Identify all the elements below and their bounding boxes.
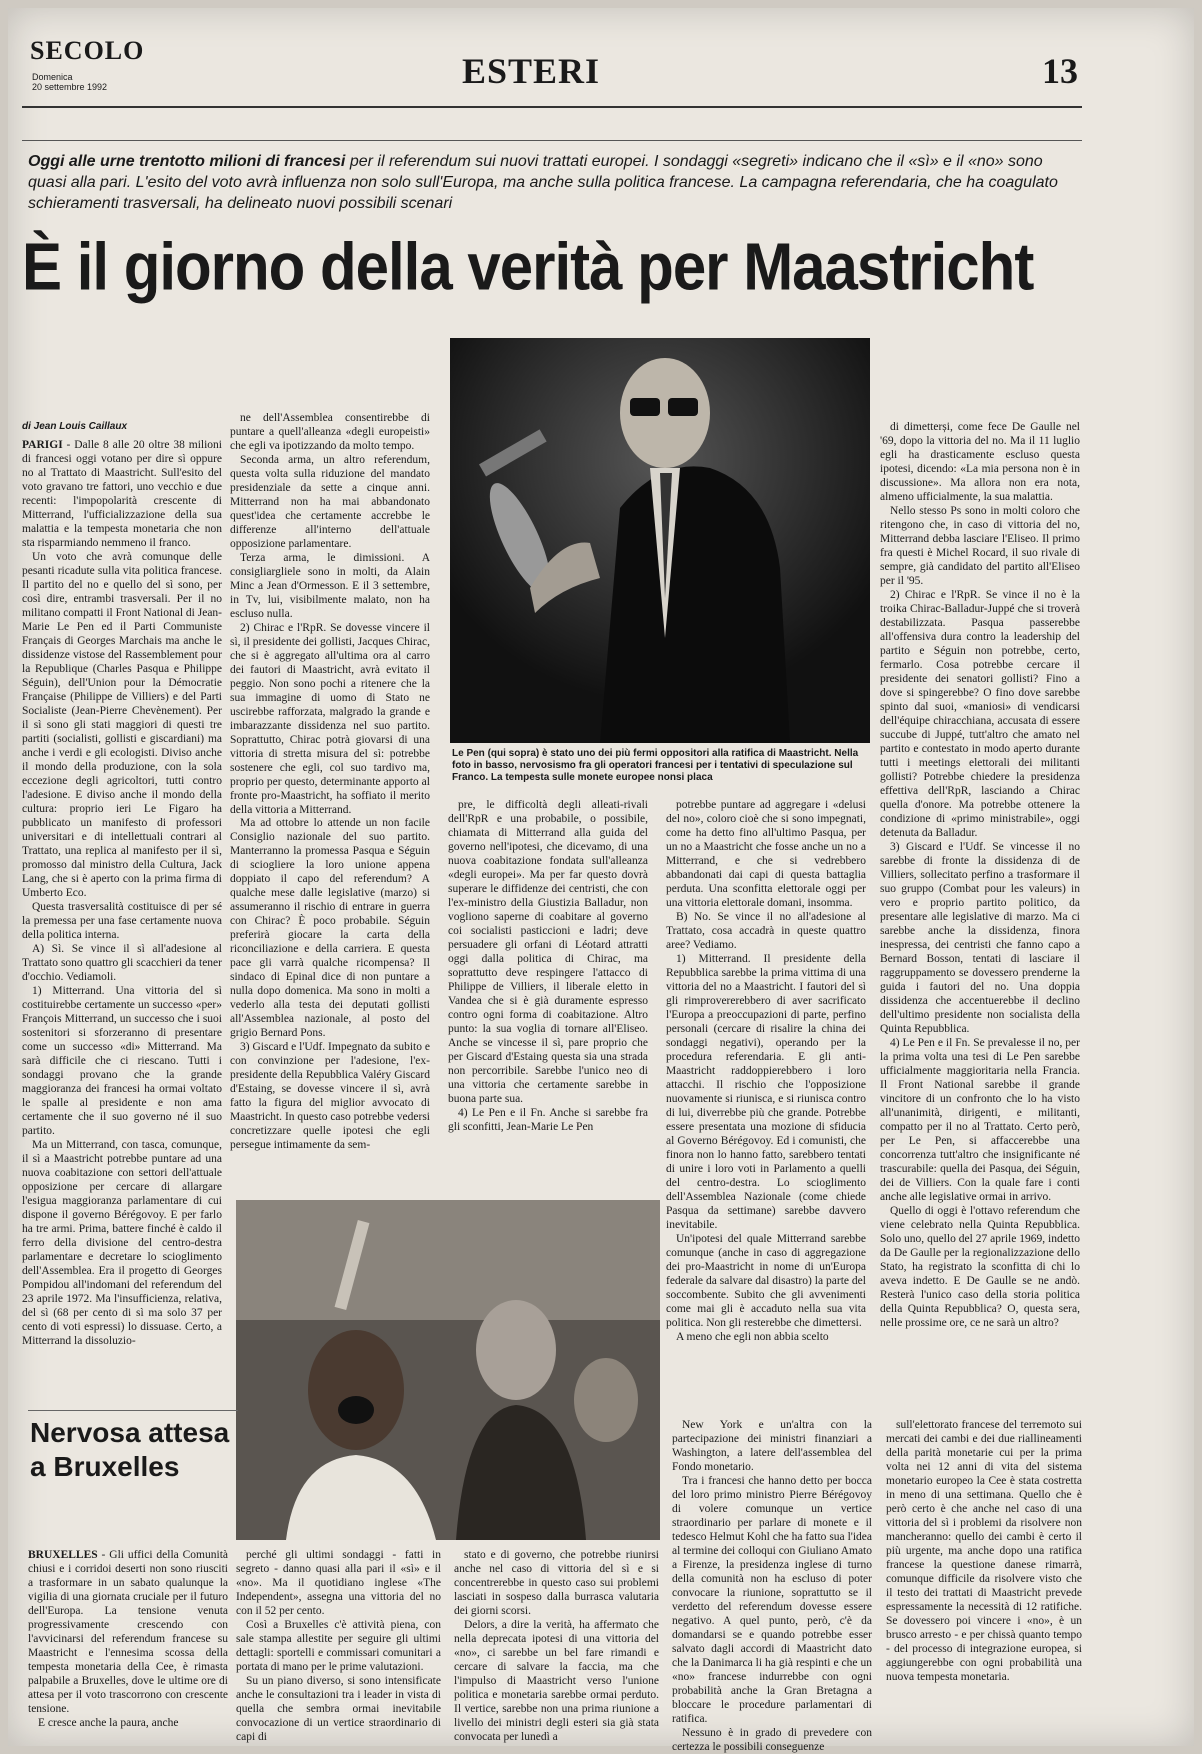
- paragraph-text: Questa trasversalità costituisce di per sé la premessa per una fase certamente nuova della politica interna.: [22, 901, 222, 941]
- le-pen-photo-image: [450, 338, 870, 743]
- article-column-4: [666, 798, 866, 1418]
- paragraph: 4) Le Pen e il Fn. Se prevalesse il no, per la prima volta una tesi di Le Pen sarebbe ufficialmente maggioritaria nella Francia. Il Front National sarebbe il grande vincitore di un confronto che lo ha visto all'unanimità, dirigenti, e militanti, compatto per il no al Trattato. Certo però, per Le Pen, si affaccerebbe una concorrenza tutt'altro che insignificante né trascurabile: quella dei Pasqua, dei Séguin, dei de Villiers. Con la quale fare i conti anche alle legislative ormai in arrivo.: [880, 1037, 1080, 1203]
- paragraph: 1) Mitterrand. Il presidente della Repubblica sarebbe la prima vittima di una vittoria del no a Maastricht. I fautori del sì gli rimprovererebbero di aver sacrificato l'Europa a preoccupazioni di parte, perfino personali (cercare di risalire la china dei sondaggi negativi), operando per la procedura referendaria. E gli anti-Maastricht raddoppierebbero i loro attacchi. Il rischio che l'opposizione nuovamente si riunisca, e si riunisca contro di lui, diverrebbe più che grande. Potrebbe essere presentata una mozione di sfiducia al Governo Bérégovoy. Ed i comunisti, che finora non lo hanno fatto, sarebbero tentati di unire i loro voti in Parlamento a quelli del centro-destra. Lo scioglimento dell'Assemblea Nazionale (come chiede Pasqua da settimane) sarebbe davvero inevitabile.: [666, 953, 866, 1231]
- page-number: 13: [1042, 51, 1078, 91]
- paragraph: di dimetterși, come fece De Gaulle nel '69, dopo la vittoria del no. Ma il 11 luglio egli ha drasticamente escluso questa ipotesi, dicendo: «La mia persona non è in discussione». Ma allora non era nota, almeno ufficialmente, la sua malattia.: [880, 421, 1080, 503]
- masthead: [22, 36, 1082, 108]
- paragraph: sull'elettorato francese del terremoto sui mercati dei cambi e dei due riallineamenti della parità monetarie cui per la prima volta nei 12 anni di vita del sistema monetario europeo la Cee è stata costretta in meno di una settimana. Quello che è però certo è che anche nel caso di una vittoria del sì i problemi da risolvere non mancheranno: quello dei cambi è certo il più urgente, ma anche dopo una ratifica francese la questione danese rimarrà, comunque difficile da risolvere visto che il testo dei trattati di Maastricht prevede espressamente la necessità di 12 ratifiche. Se dovessero poi vincere i «no», è un brusco arresto - e per chissà quanto tempo - del processo di integrazione europea, si aggiungerebbe con ogni probabilità una nuova tempesta monetaria.: [886, 1419, 1082, 1683]
- paragraph: 3) Giscard e l'Udf. Se vincesse il no sarebbe di fronte la dissidenza di de Villiers, sollecitato perfino a trasformare il suo gruppo (Combat pour les valeurs) in vero e proprio partito politico, da presentare alle legislative di marzo. Ma ci sarebbe anche la dissidenza, finora inespressa, dei centristi che fanno capo a Bernard Bosson, tentati di lasciare il raggruppamento se dovessero prenderne la guida i fautori del no. Una doppia dissidenza che accentuerebbe il declino dell'ultimo presidente non socialista della Quinta Repubblica.: [880, 841, 1080, 1035]
- section-title: ESTERI: [462, 51, 601, 91]
- issue-full-date: 20 settembre 1992: [32, 82, 108, 92]
- paragraph: [28, 1716, 228, 1730]
- article-column-1: [22, 420, 222, 1420]
- column-2-body: [230, 411, 430, 817]
- paragraph: Seconda arma, un altro referendum, questa volta sulla riduzione del mandato presidenziale da sette a cinque anni. Mitterrand non ha mai abbandonato quest'idea che certamente accrebbe le differenze all'interno dell'attuale opposizione parlamentare.: [230, 454, 430, 550]
- column-2-lower-body: [230, 816, 430, 1152]
- newspaper-brand: SECOLO: [30, 36, 145, 65]
- photo-caption: Le Pen (qui sopra) è stato uno dei più fermi oppositori alla ratifica di Maastricht. Nella foto in basso, nervosismo fra gli operatori francesi per i tentativi di speculazione sul Franco. La tempesta sulle monete europee nonsi placa: [452, 748, 859, 783]
- newspaper-page: [8, 8, 1194, 1753]
- sidebar-column-2: [236, 1548, 441, 1743]
- paragraph: [22, 438, 222, 550]
- paragraph: [22, 900, 222, 942]
- sidebar-column-5-body: [886, 1418, 1082, 1684]
- paragraph: Nello stesso Ps sono in molti coloro che ritengono che, in caso di vittoria del no, Mitterrand debba lasciare l'Eliseo. Il primo fra questi è Michel Rocard, il suo rivale di sempre, già candidato del partito all'Eliseo per il '95.: [880, 505, 1080, 587]
- traders-photo-image: [236, 1200, 660, 1540]
- paragraph-text: Un voto che avrà comunque delle pesanti ricadute sulla vita politica francese. Il partito del no e quello del sì sono, per così dire, entrambi trasversali. Per il no militano compatti il Front National di Jean-Marie Le Pen ed il Parti Communiste Français di Georges Marchais ma anche le dissidenze vistose del Rassemblement pour la Republique (Charles Pasqua e Philippe Séguin), dell'Union pour la Démocratie Française (Philippe de Villiers) e del Parti Socialiste (Jean-Pierre Chevènement). Per il sì sono gli stati maggiori di questi tre partiti (socialisti, gollisti e giscardiani) ma anche i verdi e gli ecologisti. Diviso anche il mondo della produzione, con la sola eccezione degli agricoltori, tutti contro l'adesione. E diviso anche il mondo della cultura: proprio ieri Le Figaro ha pubblicato un manifesto di professori universitari e di intellettuali contrari al Trattato, una replica al manifesto per il sì, promosso dal ministro della Cultura, Jack Lang, che si è aperto con la prima firma di Umberto Eco.: [22, 551, 222, 899]
- article-column-3: [448, 798, 648, 1238]
- paragraph: A meno che egli non abbia scelto: [676, 1331, 829, 1343]
- paragraph: Ma ad ottobre lo attende un non facile Consiglio nazionale del suo partito. Manterranno la promessa Pasqua e Séguin di sciogliere la loro unione appena doppiato il capo del referendum? A qualche mese dalle legislative (marzo) si assumeranno il rischio di entrare in guerra con Chirac? È poco probabile. Séguin preferirà giocare la carta della riconciliazione e della carriera. E questa pace gli varrà qualche ricompensa? Il sindaco di Epinal dice di non puntare a nulla dopo domenica. Ma sono in molti a vederlo alla testa dei deputati gollisti all'Assemblea nazionale, al posto del grigio Bernard Pons.: [230, 817, 430, 1039]
- article-column-2-upper: [230, 411, 430, 816]
- paragraph: pre, le difficoltà degli alleati-rivali dell'RpR e una probabile, o possibile, chiamata di Mitterrand alla guida del governo nell'ipotesi, che dicevamo, di una nuova coabitazione fondata sull'alleanza «degli europei». Ma per far questo dovrà superare le diffidenze dei centristi, che con l'ex-ministro della Giustizia Balladur, non vogliono saperne di coabitare al governo coi socialisti pasticcioni e ladri; deve persuadere gli orfani di Léotard attratti oggi dalla politica di Chirac, ma soprattutto deve respingere l'attacco di Philippe de Villiers, il liberale eletto in Vandea che si è già duramente espresso contro ogni forma di coabitazione. Altro punto: la sua voglia di tornare all'Eliseo. Anche se vincesse il sì, pare proprio che per Giscard d'Estaing questa sia una strada non percorribile. Sarebbe l'unico neo di una vittoria che certamente sarebbe in buona parte sua.: [448, 799, 648, 1105]
- paragraph: B) No. Se vince il no all'adesione al Trattato, cosa accadrà in queste quattro aree? Vediamo.: [666, 911, 866, 951]
- paragraph: [22, 942, 222, 984]
- paragraph-text: 1) Mitterrand. Una vittoria del sì costituirebbe certamente un successo «per» François Mitterrand, un successo che i suoi sostenitori si sforzeranno di presentare come un successo «di» Mitterrand. Ma sarà difficile che ci riescano. Tutti i sondaggi provano che la grande maggioranza dei francesi ha ormai voltato le spalle al presidente e non ama certamente che il suo governo né il suo partito.: [22, 985, 222, 1137]
- sidebar-column-3: [454, 1548, 659, 1743]
- column-3-body: [448, 798, 648, 1134]
- paragraph-text: A) Sì. Se vince il sì all'adesione al Trattato sono quattro gli scacchieri da tener d'occhio. Vediamoli.: [22, 943, 222, 983]
- paragraph-text: E cresce anche la paura, anche: [38, 1717, 179, 1729]
- main-headline: È il giorno della verità per Maastricht: [22, 228, 1034, 304]
- dateline: BRUXELLES: [28, 1549, 98, 1561]
- paragraph: Terza arma, le dimissioni. A consigliargliele sono in molti, da Alain Minc a Jean d'Ormesson. E il 3 settembre, in Tv, lui, visibilmente malato, non ha escluso nulla.: [230, 552, 430, 620]
- article-column-5: [880, 420, 1080, 1395]
- paragraph-text: - Gli uffici della Comunità chiusi e i corridoi deserti non sono riusciti a trasformare in un sabato qualunque la vigilia di una giornata cruciale per il futuro dell'Europa. La tensione venuta progressivamente crescendo con l'avvicinarsi del referendum francese su Maastricht e l'ennesima scossa della tempesta monetaria della Cee, è rimasta palpabile a Bruxelles, dove le ultime ore di attesa per il voto trascorrono con crescente tensione.: [28, 1549, 228, 1715]
- paragraph: Su un piano diverso, si sono intensificate anche le consultazioni tra i leader in vista di quella che sembra ormai inevitabile convocazione di un vertice straordinario di capi di: [236, 1675, 441, 1743]
- column-4-body: [666, 798, 866, 1344]
- paragraph: Tra i francesi che hanno detto per bocca del loro primo ministro Pierre Bérégovoy di volere comunque un vertice straordinario per parlare di monete e il tedesco Helmut Kohl che ha fatto sua l'idea al termine dei colloqui con Giuliano Amato a Firenze, la presidenza inglese di turno della comunità non ha escluso di poter convocare la riunione, soprattutto se il verdetto del referendum dovesse essere negativo. A quel punto, però, c'è da domandarsi se e quando potrebbe esser salvato dagli accordi di Maastricht dato che la Danimarca li ha già respinti e che un «no» francese indurrebbe con ogni probabilità anche la Gran Bretagna a bloccare le procedure parlamentari di ratifica.: [672, 1475, 872, 1725]
- byline: di Jean Louis Caillaux: [22, 421, 128, 432]
- paragraph: [22, 1138, 222, 1348]
- kicker: [28, 151, 1078, 214]
- paragraph: potrebbe puntare ad aggregare i «delusi del no», coloro cioè che si sono impegnati, come ha detto fino all'ultimo Pasqua, per un no a Maastricht che fosse anche un no a Mitterrand, e che si vedrebbero abbandonati dai capi di questa battaglia perduta. Una sconfitta elettorale oggi per una vittoria elettorale domani, insomma.: [666, 799, 866, 909]
- paragraph: 3) Giscard e l'Udf. Impegnato da subito e con convinzione per l'adesione, l'ex-presidente della Repubblica Valéry Giscard d'Estaing, se dovesse vincere il sì, avrà fatto la figura del miglior avvocato di Maastricht. In questo caso potrebbe vedersi concretizzare quelle ipotesi che egli persegue intimamente da sem-: [230, 1041, 430, 1151]
- sidebar-headline: Nervosa attesa a Bruxelles: [30, 1417, 230, 1482]
- paragraph: [22, 984, 222, 1138]
- paragraph-text: Ma un Mitterrand, con tasca, comunque, il sì a Maastricht potrebbe puntare ad una nuova coabitazione con settori dell'attuale opposizione per cercare di allargare l'esigua maggioranza parlamentare di cui dispone il governo Bérégovoy. E per farlo ha tre armi. Prima, battere finché è caldo il ferro della divisione del centro-destra parlamentare e decretare lo scioglimento dell'Assemblea. Era il progetto di Georges Pompidou all'indomani del referendum del 23 aprile 1972. Ma l'insufficienza, relativa, del sì (68 per cento di sì ma solo 37 per cento di voti espressi) lo dissuase. Certo, a Mitterrand la dissoluzio-: [22, 1139, 222, 1347]
- sidebar-rule: [28, 1410, 238, 1411]
- kicker-lead: Oggi alle urne trentotto milioni di francesi: [28, 153, 346, 170]
- paragraph: Delors, a dire la verità, ha affermato che nella deprecata ipotesi di una vittoria del «no», ci sarebbe un bel fare rimandi e cercare di salvare la faccia, ma che l'impulso di Maastricht verso l'unione politica e monetaria sarebbe ormai perduto. Il vertice, sarebbe non una prima riunione a livello dei ministri degli esteri sia già stata convocata per lunedì a: [454, 1619, 659, 1743]
- paragraph: 4) Le Pen e il Fn. Anche si sarebbe fra gli sconfitti, Jean-Marie Le Pen: [448, 1107, 648, 1133]
- paragraph: 2) Chirac e l'RpR. Se dovesse vincere il sì, il presidente dei gollisti, Jacques Chirac, che si è aggregato all'ultima ora al carro dei fautori di Maastricht, avrà evitato il peggio. Non sono pochi a ritenere che la sua immagine di uomo di Stato ne uscirebbe rafforzata, malgrado la grande e imbarazzante dissidenza nel suo partito. Soprattutto, Chirac potrà giovarsi di una vittoria di stretta misura del sì: potrebbe sostenere che egli, col suo tardivo ma, proprio per questo, determinante apporto al fronte pro-Maastricht, ha soffiato il merito della vittoria a Mitterrand.: [230, 622, 430, 816]
- paragraph: ne dell'Assemblea consentirebbe di puntare a quell'alleanza «degli europeisti» che egli va ipotizzando da molto tempo.: [230, 412, 430, 452]
- paragraph: [22, 550, 222, 900]
- kicker-text: per il referendum sui nuovi trattati europei. I sondaggi «segreti» indicano che il «sì» e il «no» sono quasi alla pari. L'esito del voto avrà influenza non solo sull'Europa, ma anche sulla politica francese. La campagna referendaria, che ha coagulato schieramenti trasversali, ha delineato nuovi possibili scenari: [28, 153, 1058, 212]
- dateline: PARIGI: [22, 439, 63, 451]
- paragraph: Un'ipotesi del quale Mitterrand sarebbe comunque (anche in caso di aggregazione dei pro-Maastricht in nome di un'Europa federale da salvare dal disastro) la parte del soccombente. Subito che gli avvenimenti come mai gli è accaduto nella sua vita politica. Non gli resterebbe che dimettersi.: [666, 1233, 866, 1329]
- paragraph: New York e un'altra con la partecipazione dei ministri finanziari a Washington, a latere dell'assemblea del Fondo monetario.: [672, 1419, 872, 1473]
- article-column-2-lower: [230, 816, 430, 1208]
- sidebar-column-4-body: [672, 1418, 872, 1754]
- photo-traders: [236, 1200, 660, 1540]
- paragraph: Quello di oggi è l'ottavo referendum che viene celebrato nella Quinta Repubblica. Solo uno, quello del 27 aprile 1969, indetto da De Gaulle per la regionalizzazione dello Stato, ha registrato la sconfitta di chi lo aveva indetto. E De Gaulle se ne andò. Resterà l'unico caso della storia politica della Quinta Repubblica? O, questa sera, nelle prossime ore, ce ne sarà un altro?: [880, 1205, 1080, 1329]
- sidebar-column-1: [28, 1548, 228, 1738]
- paragraph-text: - Dalle 8 alle 20 oltre 38 milioni di francesi oggi votano per dire sì oppure no al Trattato di Maastricht. Sull'esito del voto gravano tre fattori, uno vecchio e due recenti: l'impopolarità crescente di Mitterrand, l'ufficializzazione della sua malattia e la tempesta monetaria che non sta risparmiando nemmeno il franco.: [22, 439, 222, 549]
- paragraph: stato e di governo, che potrebbe riunirsi anche nel caso di vittoria del sì e si concentrerebbe in questo caso sui problemi lasciati in sospeso dalla burrasca valutaria dei giorni scorsi.: [454, 1549, 659, 1617]
- kicker-rule: [22, 140, 1082, 141]
- photo-le-pen: [450, 338, 870, 743]
- paragraph: perché gli ultimi sondaggi - fatti in segreto - danno quasi alla pari il «sì» e il «no». Ma il quotidiano inglese «The Independent», assegna una vittoria del no con il 52 per cento.: [236, 1549, 441, 1617]
- paragraph: Nessuno è in grado di prevedere con certezza le possibili conseguenze: [672, 1727, 872, 1753]
- column-1-body: [22, 438, 222, 1348]
- paragraph: Così a Bruxelles c'è attività piena, con sale stampa allestite per seguire gli ultimi dettagli: sportelli e commissari comunitari a portata di mano per le prime valutazioni.: [236, 1619, 441, 1673]
- sidebar-column-4: [672, 1418, 872, 1753]
- column-5-body: [880, 420, 1080, 1330]
- paragraph: 2) Chirac e l'RpR. Se vince il no è la troika Chirac-Balladur-Juppé che si troverà destabilizzata. Pasqua passerebbe all'offensiva dura contro la leadership del partito e Séguin non potrebbe, certo, fermarlo. Cosa potrebbe cercare il presidente dei senatori gollisti? Fino a dove si spingerebbe? O fino dove sarebbe spinto dal suoi, «maniosi» di vendicarsi dell'équipe chiracchiana, accusata di essere succube di Juppé, tutt'altro che amato nel partito e contestato in modo aperto durante tutti i meetings elettorali dei militanti gollisti? Potrebbe chiedere la presidenza effettiva dell'RpR, lasciando a Chirac quella d'onore. Ma potrebbe ottenere la condizione di «primo ministrabile», oggi detenuta da Balladur.: [880, 589, 1080, 839]
- sidebar-column-5: [886, 1418, 1082, 1738]
- sidebar-column-1-body: [28, 1548, 228, 1730]
- issue-date: [32, 72, 107, 92]
- issue-weekday: Domenica: [32, 72, 73, 82]
- paragraph: [28, 1548, 228, 1716]
- sidebar-column-2-body: [236, 1548, 441, 1744]
- sidebar-column-3-body: [454, 1548, 659, 1744]
